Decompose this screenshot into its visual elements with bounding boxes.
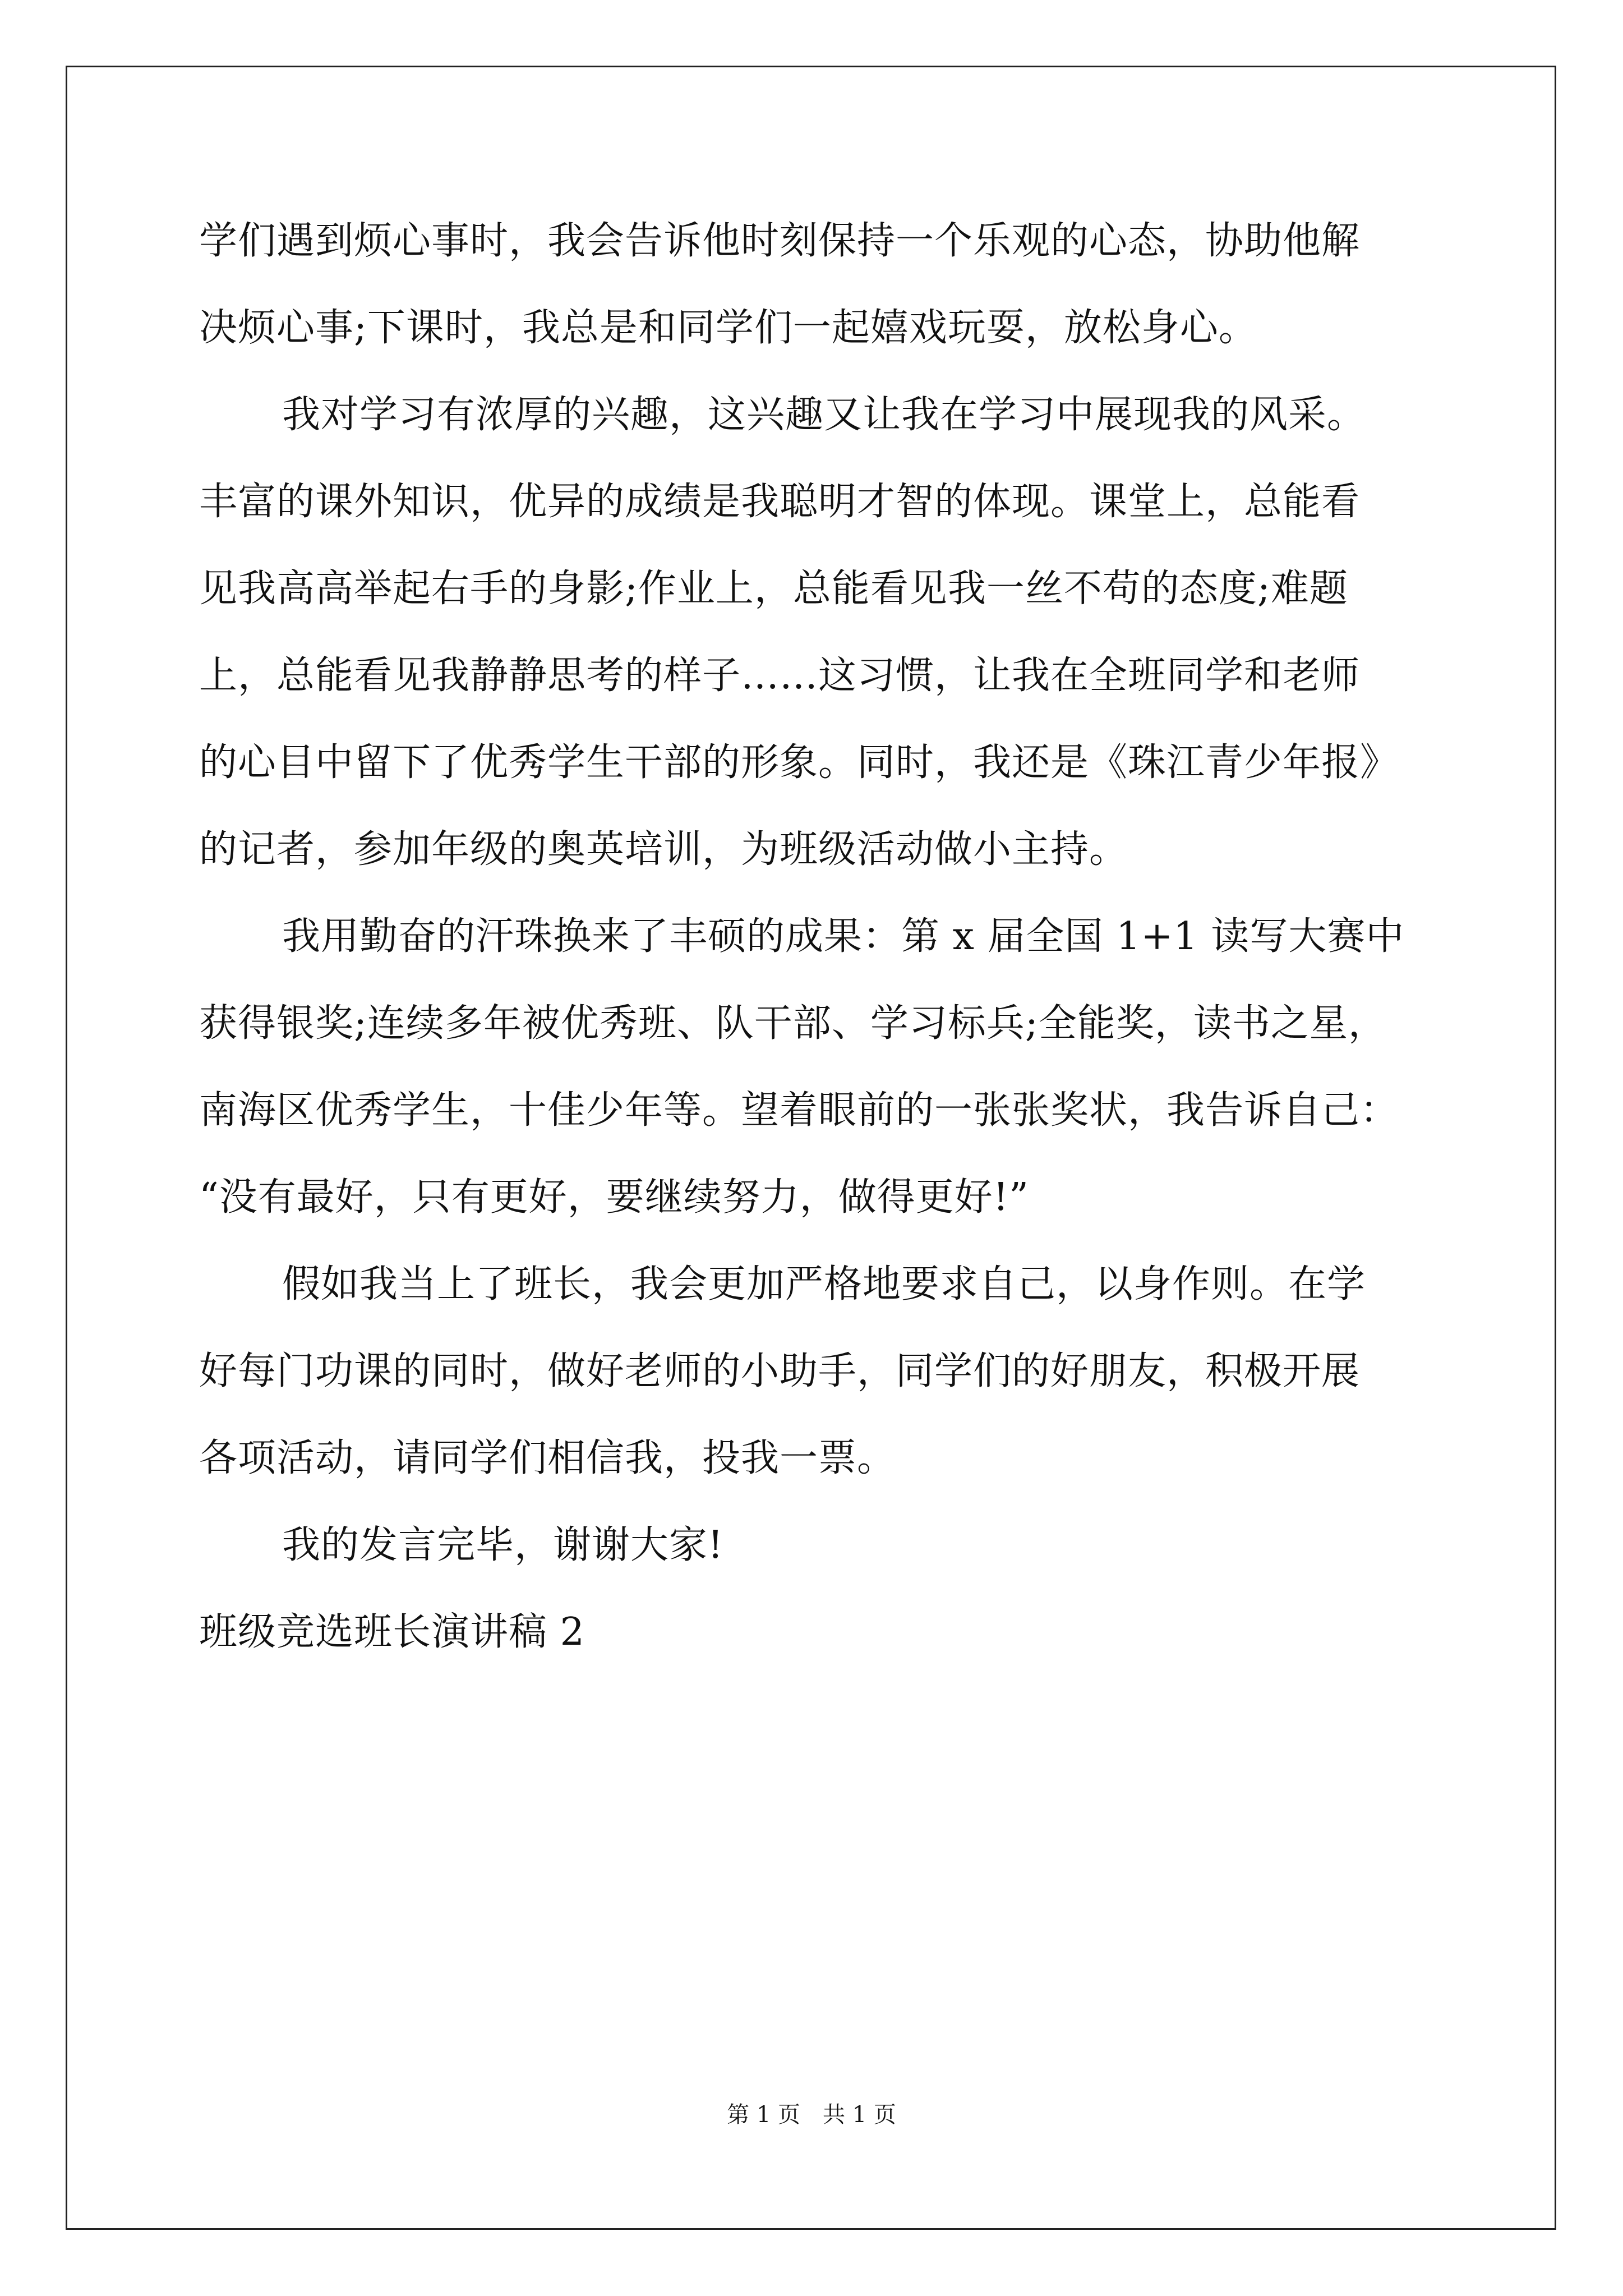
text-line: 学们遇到烦心事时，我会告诉他时刻保持一个乐观的心态，协助他解 — [199, 219, 1361, 263]
paragraph-start: 我用勤奋的汗珠换来了丰硕的成果：第 x 届全国 1+1 读写大赛中 — [282, 914, 1405, 959]
text-line: 见我高高举起右手的身影;作业上，总能看见我一丝不苟的态度;难题 — [199, 567, 1348, 611]
text-line: 南海区优秀学生，十佳少年等。望着眼前的一张张奖状，我告诉自己： — [199, 1088, 1399, 1133]
paragraph-start: 假如我当上了班长，我会更加严格地要求自己，以身作则。在学 — [282, 1262, 1366, 1306]
page-border — [66, 66, 1556, 2230]
text-line: 各项活动，请同学们相信我，投我一票。 — [199, 1436, 896, 1480]
text-line: 丰富的课外知识，优异的成绩是我聪明才智的体现。课堂上，总能看 — [199, 480, 1361, 524]
text-line: 的记者，参加年级的奥英培训，为班级活动做小主持。 — [199, 827, 1128, 872]
text-line: “没有最好，只有更好，要继续努力，做得更好!” — [199, 1175, 1029, 1220]
section-heading: 班级竞选班长演讲稿 2 — [199, 1610, 585, 1654]
text-line: 决烦心事;下课时，我总是和同学们一起嬉戏玩耍，放松身心。 — [199, 306, 1257, 350]
text-line: 上，总能看见我静静思考的样子……这习惯，让我在全班同学和老师 — [199, 654, 1361, 698]
text-line: 好每门功课的同时，做好老师的小助手，同学们的好朋友，积极开展 — [199, 1349, 1361, 1393]
page-footer: 第 1 页 共 1 页 — [727, 2102, 896, 2128]
text-line: 的心目中留下了优秀学生干部的形象。同时，我还是《珠江青少年报》 — [199, 740, 1399, 785]
closing-remark: 我的发言完毕，谢谢大家! — [282, 1523, 724, 1567]
text-line: 获得银奖;连续多年被优秀班、队干部、学习标兵;全能奖，读书之星， — [199, 1001, 1387, 1046]
paragraph-start: 我对学习有浓厚的兴趣，这兴趣又让我在学习中展现我的风采。 — [282, 393, 1366, 437]
